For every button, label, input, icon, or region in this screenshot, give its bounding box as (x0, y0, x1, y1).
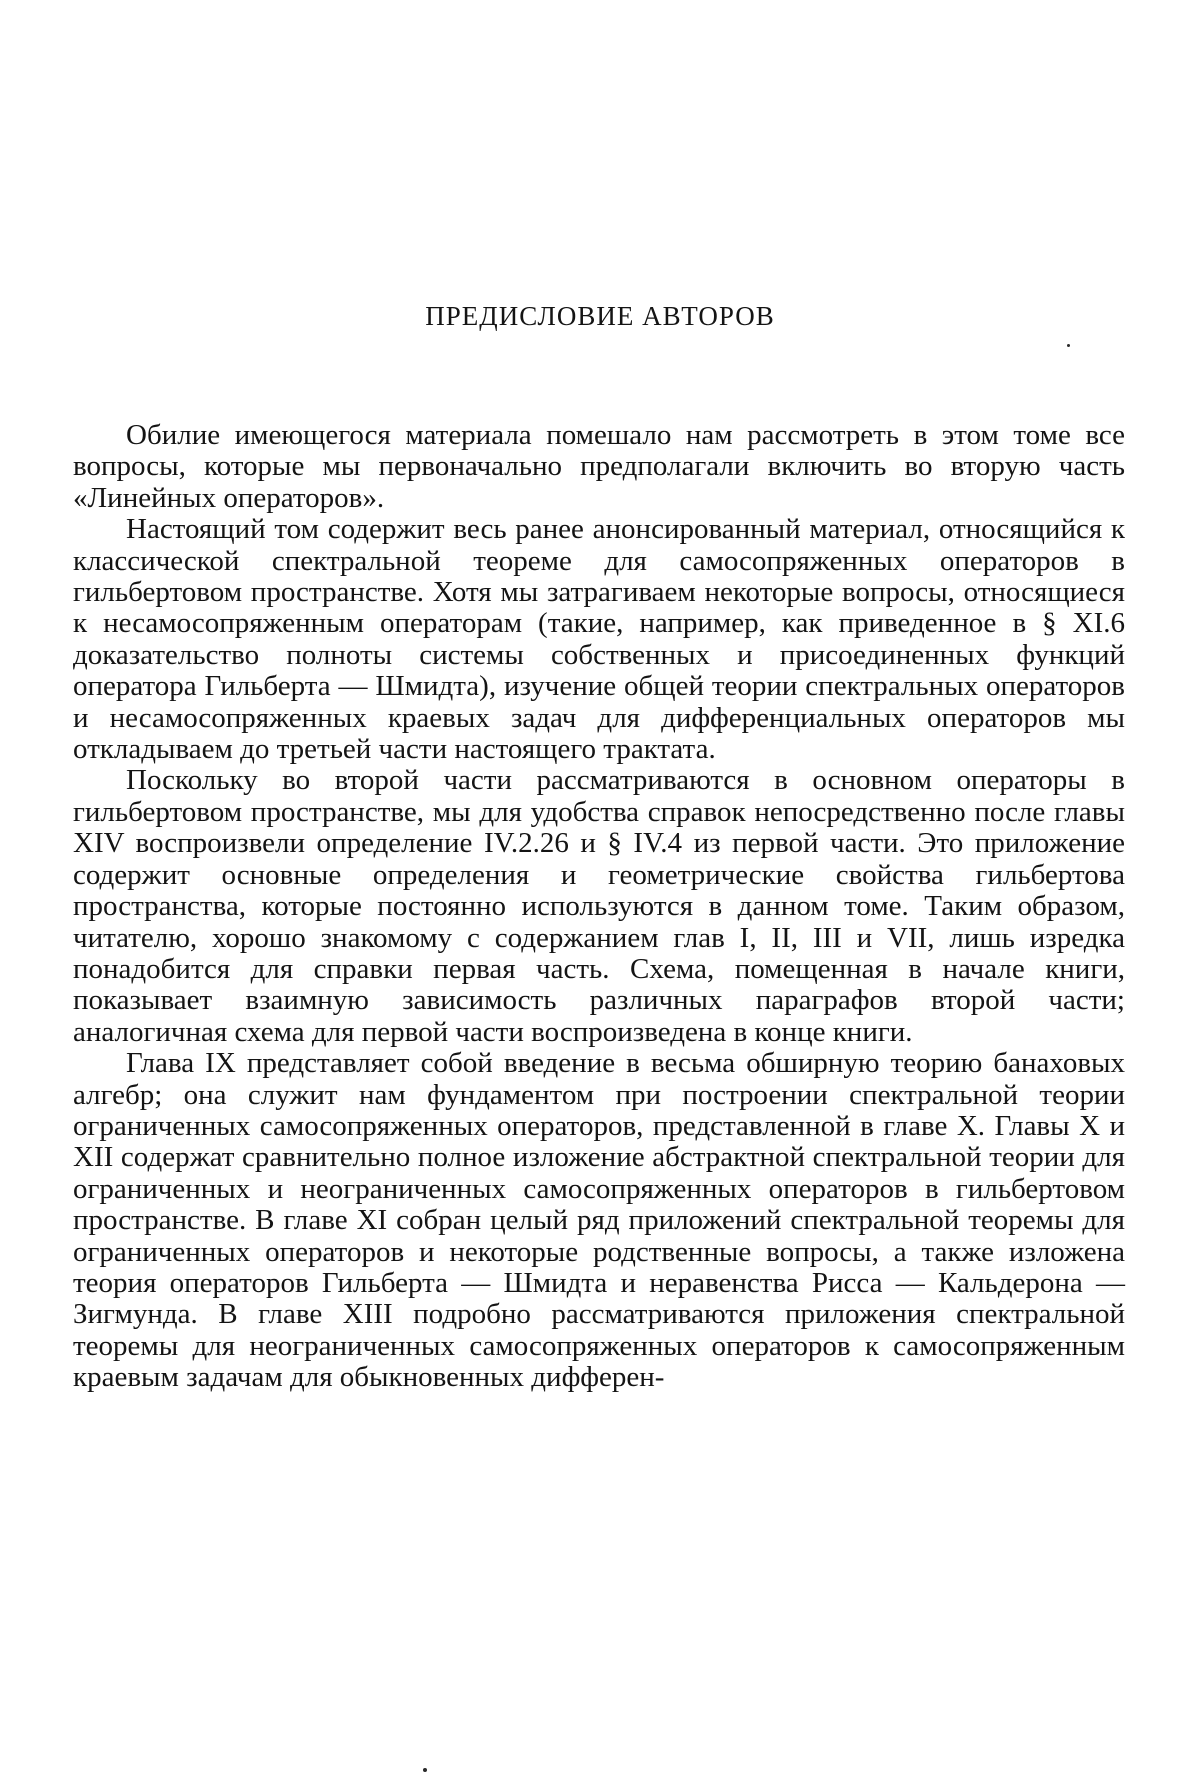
paragraph-4: Глава IX представляет собой введение в весьма обширную теорию банаховых алгебр; она служит нам фундаментом при построении спектральной теории ограниченных самосопряженных операторов, представленной в главе X. Главы X и XII содержат сравнительно полное изложение абстрактной спектральной теории для ограниченных и неограниченных самосопряженных операторов в гильбертовом пространстве. В главе XI собран целый ряд приложений спектральной теоремы для ограниченных операторов и некоторые родственные вопросы, а также изложена теория операторов Гильберта — Шмидта и неравенства Рисса — Кальдерона — Зигмунда. В главе XIII подробно рассматриваются приложения спектральной теоремы для неограниченных самосопряженных операторов к самосопряженным краевым задачам для обыкновенных дифферен- (73, 1047, 1125, 1394)
preface-body (73, 420, 1125, 1394)
paragraph-1: Обилие имеющегося материала помешало нам рассмотреть в этом томе все вопросы, которые мы первоначально предполагали включить во вторую часть «Линейных операторов». (73, 419, 1125, 514)
paragraph-3: Поскольку во второй части рассматриваются в основном операторы в гильбертовом пространстве, мы для удобства справок непосредственно после главы XIV воспроизвели определение IV.2.26 и § IV.4 из первой части. Это приложение содержит основные определения и геометрические свойства гильбертова пространства, которые постоянно используются в данном томе. Таким образом, читателю, хорошо знакомому с содержанием глав I, II, III и VII, лишь изредка понадобится для справки первая часть. Схема, помещенная в начале книги, показывает взаимную зависимость различных параграфов второй части; аналогичная схема для первой части воспроизведена в конце книги. (73, 764, 1125, 1048)
page-title: ПРЕДИСЛОВИЕ АВТОРОВ (425, 301, 775, 331)
scan-speck (1067, 344, 1070, 347)
scan-speck (423, 1768, 427, 1772)
paragraph-2: Настоящий том содержит весь ранее анонсированный материал, относящийся к классической спектральной теореме для самосопряженных операторов в гильбертовом пространстве. Хотя мы затрагиваем некоторые вопросы, относящиеся к несамосопряженным операторам (такие, например, как приведенное в § XI.6 доказательство полноты системы собственных и присоединенных функций оператора Гильберта — Шмидта), изучение общей теории спектральных операторов и несамосопряженных краевых задач для дифференциальных операторов мы откладываем до третьей части настоящего трактата. (73, 513, 1125, 766)
